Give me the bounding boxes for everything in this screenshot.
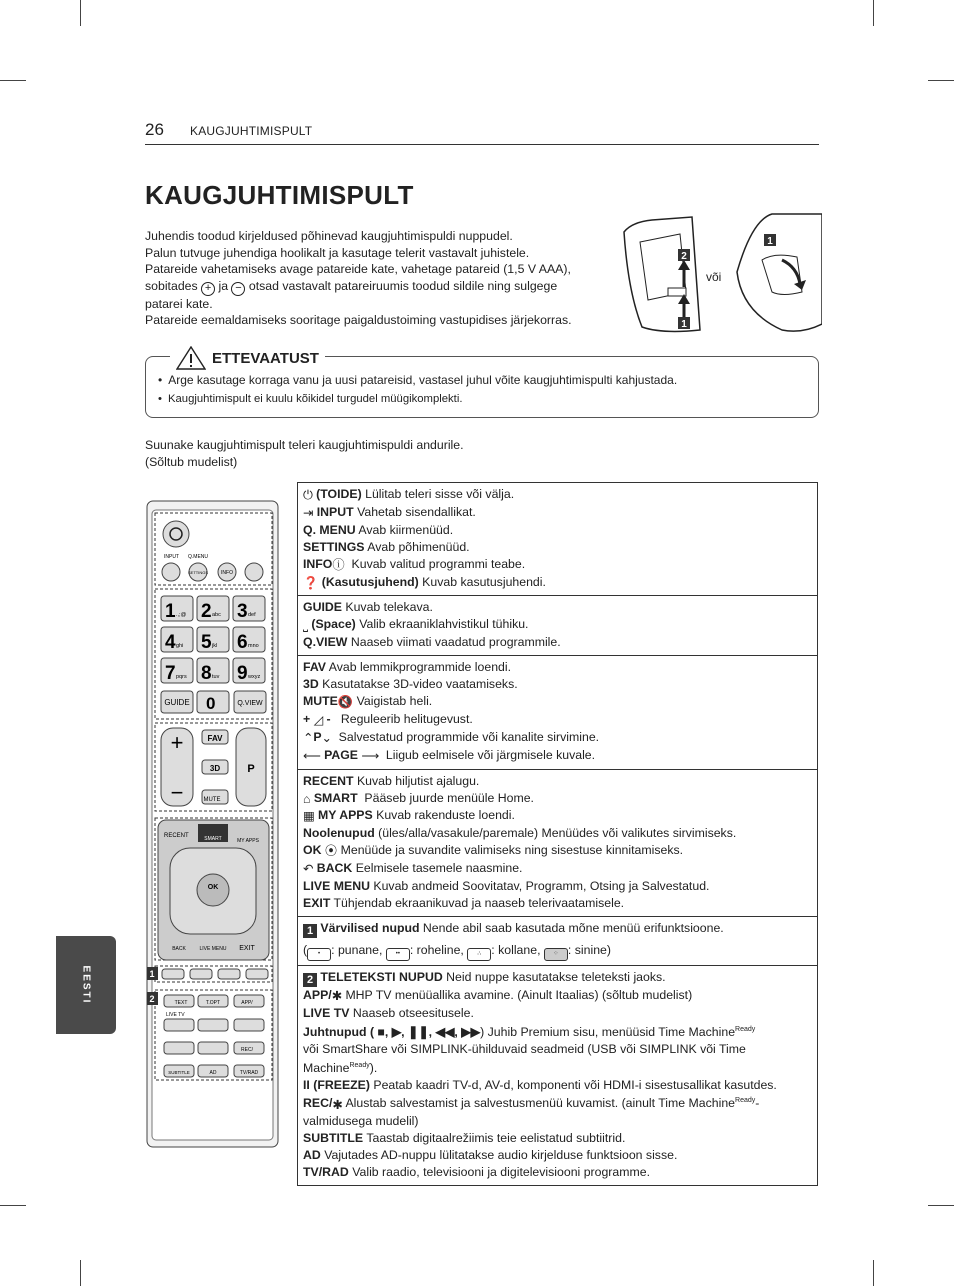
crop-mark <box>873 0 874 26</box>
number-key-letters: tuv <box>212 674 220 680</box>
number-key-letters: ghi <box>176 643 184 649</box>
remote-topt-label: T.OPT <box>205 1000 221 1006</box>
remote-info-label: INFO <box>221 570 233 576</box>
header-rule <box>145 144 819 145</box>
table-row: FAV Avab lemmikprogrammide loendi. 3D Kasutatakse 3D-video vaatamiseks. MUTE🔇 Vaigistab heli. + ◿ - Reguleerib helitugevust. ⌃P⌄ Salvestatud programmide või kanalite sirvimine. ⟵ PAGE ⟶ Liigub eelmisele või järgmisele kuvale. <box>298 656 817 769</box>
crop-mark <box>928 1205 954 1206</box>
number-key-digit: 7 <box>165 663 176 684</box>
mute-icon: 🔇 <box>337 694 354 709</box>
table-row: GUIDE Kuvab telekava. ⎵ (Space) Valib ekraaniklahvistikul tühiku. Q.VIEW Naaseb viimati vaadatud programmile. <box>298 596 817 656</box>
crop-mark <box>80 1260 81 1286</box>
number-key-letters: pqrs <box>176 674 187 680</box>
crop-mark <box>928 80 954 81</box>
remote-zero-label: 0 <box>206 694 216 713</box>
intro-text <box>145 228 615 329</box>
remote-livetv-label: LIVE TV <box>166 1012 185 1018</box>
remote-livemenu-label: LIVE MENU <box>199 946 227 952</box>
remote-rec-label: REC/ <box>241 1047 253 1053</box>
running-header: KAUGJUHTIMISPULT <box>190 124 313 138</box>
number-key-letters: jkl <box>212 643 218 649</box>
3d-icon: 3D <box>303 677 319 692</box>
home-icon: ⌂ <box>303 791 311 806</box>
battery-illustration <box>622 212 822 337</box>
or-label: või <box>706 270 722 284</box>
remote-guide-label: GUIDE <box>164 698 190 707</box>
remote-exit-label: EXIT <box>239 945 255 952</box>
intro-line: Patareide eemaldamiseks sooritage paigaldustoiming vastupidises järjekorras. <box>145 313 572 327</box>
svg-text:3D: 3D <box>209 764 221 773</box>
star-icon: ✱ <box>332 1097 343 1112</box>
page-left-icon: ⟵ <box>303 748 321 763</box>
blue-button-icon: ⁘ <box>544 948 568 961</box>
remote-tvrad-label: TV/RAD <box>239 1070 259 1076</box>
number-key-digit: 4 <box>165 632 176 653</box>
number-key-letters: .,;@ <box>176 612 187 618</box>
marker-1: 1 <box>303 924 317 938</box>
number-key-digit: 1 <box>165 601 176 622</box>
number-key-letters: wxyz <box>248 674 261 680</box>
crop-mark <box>80 0 81 26</box>
remote-marker-1: 1 <box>149 969 155 979</box>
remote-fav-label: FAV <box>207 734 223 743</box>
button-description-table <box>297 482 818 1186</box>
power-icon: ⏻ <box>303 488 313 502</box>
crop-mark <box>873 1260 874 1286</box>
step-marker-2: 2 <box>681 251 687 262</box>
table-row: 2 TELETEKSTI NUPUD Neid nuppe kasutatakse teleteksti jaoks. APP/✱ MHP TV menüüallika avamine. (Ainult Itaalias) (sõltub mudelist) LIVE TV Naaseb otseesitusele. Juhtnupud ( ■, ▶, ❚❚, ◀◀, ▶▶) Juhib Premium sisu, menüüsid Time Machine$^{Ready}$ või SmartShare või SIMPLINK-ühilduvaid seadmeid (USB või SIMPLINK või Time Machine$^{Ready}$). II (FREEZE) Peatab kaadri TV-d, AV-d, komponenti või HDMI-i sisestusallikat kasutdes. REC/✱ Alustab salvestamist ja salvestusmenüü kuvamist. (ainult Time Machine$^{Ready}$-valmidusega mudelil) SUBTITLE Taastab digitaalrežiimis teie eelistatud subtiitrid. AD Vajutades AD-nuppu lülitatakse audio kirjelduse funktsioon sisse. TV/RAD Valib raadio, televisiooni ja digitelevisiooni programme. <box>303 969 777 1180</box>
svg-text:+: + <box>170 730 184 755</box>
number-key-digit: 8 <box>201 663 212 684</box>
page-title: KAUGJUHTIMISPULT <box>145 180 414 210</box>
note-text: Suunake kaugjuhtimispult teleri kaugjuhtimispuldi andurile. (Sõltub mudelist) <box>145 438 464 469</box>
crop-mark <box>0 80 26 81</box>
plus-circle-icon: + <box>201 282 215 296</box>
step-marker-1b: 1 <box>767 236 773 247</box>
remote-ok-label: OK <box>207 884 219 891</box>
star-icon: ✱ <box>331 988 343 1003</box>
help-icon: ❓ <box>303 575 319 590</box>
remote-mute-label: MUTE <box>203 797 221 803</box>
caution-item: • Arge kasutage korraga vanu ja uusi patareisid, vastasel juhul võite kaugjuhtimispulti kahjustada. <box>158 371 677 390</box>
minus-circle-icon: − <box>231 282 245 296</box>
intro-line: Palun tutvuge juhendiga hoolikalt ja kasutage telerit vastavalt juhistele. <box>145 245 530 260</box>
yellow-button-icon: ∴ <box>467 948 491 961</box>
svg-text:−: − <box>170 780 184 805</box>
number-key-digit: 5 <box>201 632 212 653</box>
remote-settings-label: SETTINGS <box>187 570 209 575</box>
input-icon: ⇥ <box>303 505 314 520</box>
table-row: ⏻ (TOIDE) Lülitab teleri sisse või välja. ⇥ INPUT Vahetab sisendallikat. Q. MENU Avab kiirmenüüd. SETTINGS Avab põhimenüüd. INFOⓘ Kuvab valitud programmi teabe. ❓ (Kasutusjuhend) Kuvab kasutusjuhendi. <box>298 483 817 596</box>
crop-mark <box>0 1205 26 1206</box>
ok-icon: ⦿ <box>324 844 338 859</box>
remote-myapps-label: MY APPS <box>237 838 259 844</box>
language-tab: EESTI <box>56 936 116 1034</box>
remote-illustration <box>146 500 279 1148</box>
info-icon: ⓘ <box>332 557 345 572</box>
remote-app-label: APP/ <box>241 1000 253 1006</box>
intro-line: Patareide vahetamiseks avage patareide kate, vahetage patareid (1,5 V AAA), <box>145 262 571 276</box>
number-key-letters: mno <box>248 643 259 649</box>
number-key-letters: def <box>248 612 256 618</box>
remote-back-label: BACK <box>172 946 186 952</box>
number-key-digit: 3 <box>237 601 248 622</box>
table-row: 1 Värvilised nupud Nende abil saab kasutada mõne menüü erifunktsioone. ( • : punane, •• : roheline, ∴ : kollane, ⁘ : sinine) <box>298 917 817 966</box>
page-right-icon: ⟶ <box>361 748 380 763</box>
table-row: RECENT Kuvab hiljutist ajalugu. ⌂ SMART Pääseb juurde menüüle Home. ▦ MY APPS Kuvab rakenduste loendi. Noolenupud (üles/alla/vasakule/paremale) Menüüdes või valikutes sirvimiseks. OK ⦿ Menüüde ja suvandite valimiseks ning sisestuse kinnitamiseks. ↶ BACK Eelmisele tasemele naasmine. LIVE MENU Kuvab andmeid Soovitatav, Programm, Otsing ja Salvestatud. EXIT Tühjendab ekraanikuvad ja naaseb telerivaatamisele. <box>298 770 817 917</box>
playback-controls-icons: ■, ▶, ❚❚, ◀◀, ▶▶ <box>377 1024 481 1039</box>
apps-grid-icon: ▦ <box>303 809 315 824</box>
remote-text-label: TEXT <box>174 1000 188 1006</box>
green-button-icon: •• <box>386 948 410 961</box>
back-icon: ↶ <box>303 862 314 877</box>
number-key-digit: 9 <box>237 663 248 684</box>
space-icon: ⎵ <box>303 618 308 633</box>
remote-smart-label: SMART <box>204 836 222 842</box>
remote-input-label: INPUT <box>164 554 179 560</box>
intro-line: sobitades + ja − otsad vastavalt patareiruumis toodud sildile ning sulgege <box>145 278 558 294</box>
remote-recent-label: RECENT <box>164 833 189 839</box>
remote-qview-label: Q.VIEW <box>237 700 263 707</box>
remote-p-label: P <box>247 763 255 775</box>
remote-marker-2: 2 <box>149 994 155 1004</box>
remote-subtitle-label: SUBTITLE <box>168 1070 190 1075</box>
step-marker-1: 1 <box>681 319 687 330</box>
caution-heading: ETTEVAATUST <box>170 346 325 370</box>
volume-icon: ◿ <box>313 712 324 727</box>
page-number: 26 <box>145 120 164 139</box>
marker-2: 2 <box>303 973 317 987</box>
intro-line: Juhendis toodud kirjeldused põhinevad kaugjuhtimispuldi nuppudel. <box>145 229 513 243</box>
caution-item: • Kaugjuhtimispult ei kuulu kõikidel turgudel müügikomplekti. <box>158 390 677 409</box>
number-key-letters: abc <box>212 612 221 618</box>
numeric-keypad <box>161 596 265 684</box>
channel-updown-icon: ⌃ <box>303 730 314 745</box>
intro-line: patarei kate. <box>145 296 213 311</box>
number-key-digit: 2 <box>201 601 212 622</box>
remote-qmenu-label: Q.MENU <box>188 554 208 560</box>
number-key-digit: 6 <box>237 632 248 653</box>
red-button-icon: • <box>307 948 331 961</box>
remote-ad-label: AD <box>209 1070 217 1076</box>
warning-icon <box>176 346 206 370</box>
